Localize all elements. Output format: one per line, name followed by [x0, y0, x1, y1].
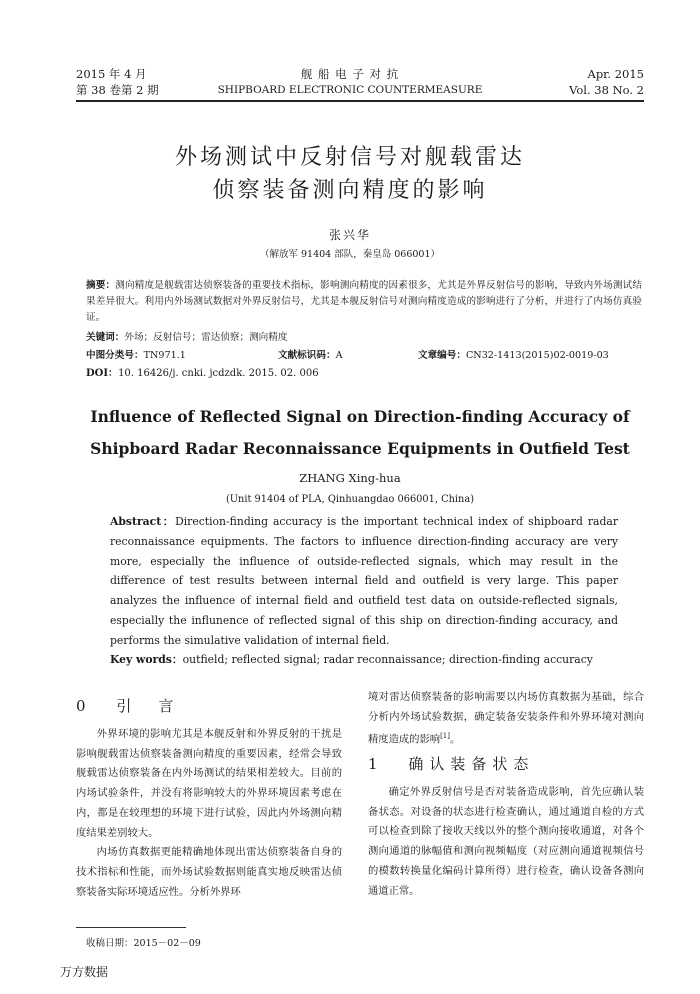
section-0-heading [76, 695, 179, 716]
abstract-en-text: Direction-finding accuracy is the important technical index of shipboard radar reconnaissance equipments. The factors to influence direction-finding accuracy are very more, especially the influence of outside-reflected signals, which may result in the difference of test results between internal field and outfield is very large. This paper analyzes the influence of internal field and outfield test data on outside-reflected signals, especially the influnence of reflected signal of this ship on direction-finding accuracy, and performs the simulative validation of internal field. [110, 515, 618, 647]
right-paragraph-1-text: 境对雷达侦察装备的影响需要以内场仿真数据为基础，综合分析内外场试验数据，确定装备安装条件和外界环境对测向精度造成的影响 [368, 691, 644, 746]
header-volume: 第 38 卷第 2 期 [76, 83, 159, 97]
doc-code-label: 文献标识码： [278, 350, 336, 361]
title-cn-line1: 外场测试中反射信号对舰载雷达 [174, 145, 525, 170]
section-1-heading [368, 753, 534, 774]
doc-code-row [278, 348, 343, 364]
keywords-en [110, 650, 618, 670]
section-0-title: 引 言 [116, 697, 180, 715]
section-1-title: 确认装备状态 [408, 755, 535, 773]
footnote-rule [76, 927, 186, 928]
header-volume-en: Vol. 38 No. 2 [569, 83, 644, 97]
abstract-cn-label: 摘要： [86, 280, 116, 291]
section-1-number: 1 [368, 755, 384, 773]
header-journal-en: SHIPBOARD ELECTRONIC COUNTERMEASURE [217, 84, 483, 96]
title-en-line2: Shipboard Radar Reconnaissance Equipments in Outfield Test [90, 439, 630, 458]
author-en: ZHANG Xing-hua [299, 471, 401, 485]
left-paragraph-2: 内场仿真数据更能精确地体现出雷达侦察装备自身的技术指标和性能，而外场试验数据则能真实地反映雷达侦察装备实际环境适应性。分析外界环 [76, 846, 342, 898]
abstract-en [110, 512, 618, 651]
right-paragraph-1 [368, 688, 644, 751]
header-rule [76, 100, 644, 102]
keywords-cn [86, 330, 642, 346]
keywords-cn-text: 外场；反射信号；雷达侦察；测向精度 [124, 332, 288, 343]
article-no-value: CN32-1413(2015)02-0019-03 [465, 350, 609, 361]
footer-brand: 万方数据 [60, 965, 109, 979]
author-cn: 张兴华 [328, 228, 371, 242]
right-paragraph-2: 确定外界反射信号是否对装备造成影响，首先应确认装备状态。对设备的状态进行检查确认，通过通道自检的方式可以检查到除了接收天线以外的整个测向接收通道，对各个测向通道的脉幅值和测向视频幅度（对应测向通道视频信号的模数转换量化编码计算所得）进行检查，确认设备各测向通道正常。 [368, 786, 644, 897]
abstract-cn [86, 278, 642, 326]
citation-ref[interactable]: [1] [440, 732, 450, 741]
right-paragraph-1-end: 。 [450, 733, 461, 746]
right-column-top [368, 688, 644, 751]
doi-value: 10. 16426/j. cnki. jcdzdk. 2015. 02. 006 [118, 368, 319, 379]
doi-label: DOI： [86, 368, 119, 379]
article-no-label: 文章编号： [418, 350, 466, 361]
left-column-body [76, 725, 342, 902]
header-journal-cn: 舰 船 电 子 对 抗 [300, 67, 400, 81]
abstract-en-label: Abstract： [110, 515, 176, 528]
doi-row [86, 366, 642, 382]
abstract-cn-text: 测向精度是舰载雷达侦察装备的重要技术指标，影响测向精度的因素很多，尤其是外界反射信号的影响，导致内外场测试结果差异很大。利用内外场测试数据对外界反射信号，尤其是本舰反射信号对测向精度造成的影响进行了分析，并进行了内场仿真验证。 [86, 280, 643, 323]
keywords-en-text: outfield; reflected signal; radar reconnaissance; direction-finding accuracy [182, 653, 593, 666]
classification-value: TN971.1 [143, 350, 186, 361]
doc-code-value: A [335, 350, 343, 361]
affiliation-en: (Unit 91404 of PLA, Qinhuangdao 066001, China) [225, 494, 475, 505]
header-date-en: Apr. 2015 [587, 67, 644, 81]
title-cn-line2: 侦察装备测向精度的影响 [212, 178, 488, 203]
classification-label: 中图分类号： [86, 350, 144, 361]
article-no-row [418, 348, 609, 364]
keywords-cn-label: 关键词： [86, 332, 125, 343]
title-en-line1: Influence of Reflected Signal on Direction-finding Accuracy of [90, 407, 630, 426]
received-date: 收稿日期：2015－02－09 [86, 938, 201, 949]
affiliation-cn: （解放军 91404 部队，秦皇岛 066001） [259, 249, 441, 260]
section-0-number: 0 [76, 697, 92, 715]
keywords-en-label: Key words： [110, 653, 183, 666]
right-column-body [368, 783, 644, 901]
left-paragraph-1: 外界环境的影响尤其是本舰反射和外界反射的干扰是影响舰载雷达侦察装备测向精度的重要因素，经常会导致舰载雷达侦察装备在内外场测试的结果相差较大。目前的内场试验条件，并没有将影响较大的外界环境因素考虑在内，都是在较理想的环境下进行试验，因此内外场测向精度结果差别较大。 [76, 728, 342, 839]
header-date: 2015 年 4 月 [76, 67, 147, 81]
